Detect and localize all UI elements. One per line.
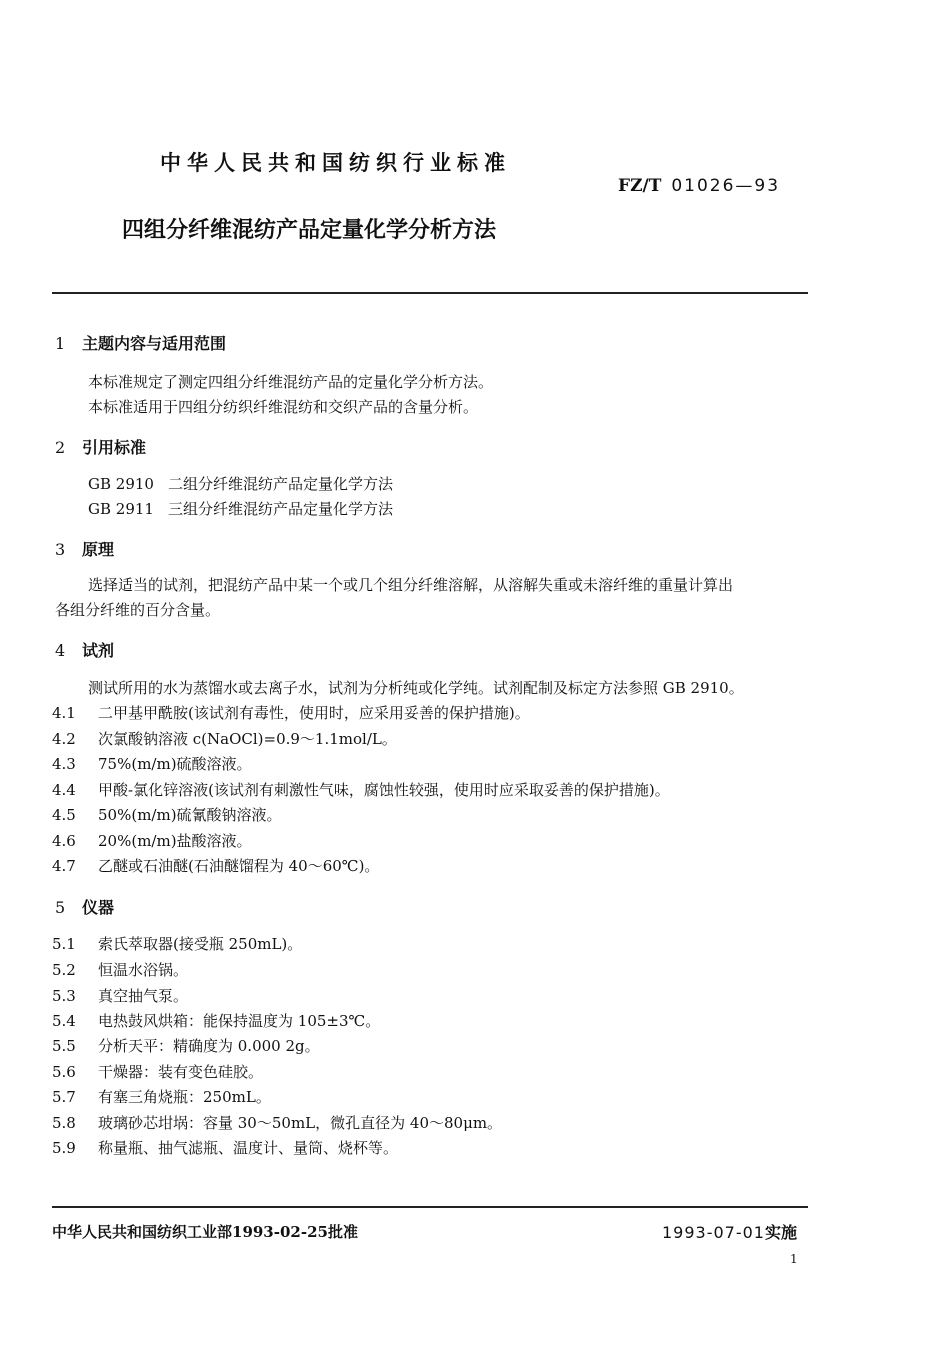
item-number: 4.6	[52, 832, 76, 850]
item-number: 5.8	[52, 1114, 76, 1132]
item-text: 二甲基甲酰胺(该试剂有毒性，使用时，应采用妥善的保护措施)。	[98, 704, 530, 722]
item-text: 甲酸-氯化锌溶液(该试剂有刺激性气味，腐蚀性较强，使用时应采取妥善的保护措施)。	[98, 781, 670, 799]
section-3-paragraph: 选择适当的试剂，把混纺产品中某一个或几个组分纤维溶解，从溶解失重或未溶纤维的重量计算出	[88, 576, 734, 594]
reference-code: GB 2910	[88, 475, 154, 493]
apparatus-item	[52, 1035, 320, 1056]
reagent-item	[52, 830, 252, 851]
section-4-title: 试剂	[82, 641, 115, 660]
document-title: 四组分纤维混纺产品定量化学分析方法	[122, 217, 497, 243]
item-text: 50%(m/m)硫氰酸钠溶液。	[98, 806, 282, 824]
standard-code	[618, 176, 780, 196]
section-3-paragraph: 各组分纤维的百分含量。	[55, 601, 221, 619]
header-divider	[52, 292, 808, 294]
item-text: 电热鼓风烘箱：能保持温度为 105±3℃。	[98, 1012, 381, 1030]
apparatus-item	[52, 1086, 271, 1107]
item-number: 5.7	[52, 1088, 76, 1106]
standard-code-number: 01026—93	[671, 176, 781, 196]
section-4-heading	[55, 638, 114, 661]
section-2-heading	[55, 435, 146, 458]
section-3-title: 原理	[82, 540, 115, 559]
approval-statement: 中华人民共和国纺织工业部1993-02-25批准	[52, 1223, 358, 1241]
item-text: 次氯酸钠溶液 c(NaOCl)=0.9～1.1mol/L。	[98, 730, 397, 748]
apparatus-item	[52, 1112, 502, 1133]
issuing-organization: 中华人民共和国纺织行业标准	[160, 150, 511, 175]
reference-code: GB 2911	[88, 500, 154, 518]
reference-item	[88, 473, 393, 494]
effective-label: 实施	[764, 1223, 797, 1242]
reference-name: 二组分纤维混纺产品定量化学方法	[168, 475, 394, 493]
section-4-intro: 测试所用的水为蒸馏水或去离子水，试剂为分析纯或化学纯。试剂配制及标定方法参照 GB 2910。	[88, 679, 744, 697]
reagent-item	[52, 702, 530, 723]
item-number: 5.4	[52, 1012, 76, 1030]
apparatus-item	[52, 933, 302, 954]
item-number: 5.5	[52, 1037, 76, 1055]
item-text: 索氏萃取器(接受瓶 250mL)。	[98, 935, 303, 953]
item-number: 4.2	[52, 730, 76, 748]
standard-code-prefix: FZ/T	[618, 176, 662, 196]
item-text: 有塞三角烧瓶：250mL。	[98, 1088, 271, 1106]
footer-divider	[52, 1206, 808, 1208]
item-number: 5.9	[52, 1139, 76, 1157]
item-text: 20%(m/m)盐酸溶液。	[98, 832, 252, 850]
effective-date: 1993-07-01	[662, 1223, 765, 1242]
section-5-number: 5	[55, 898, 66, 917]
apparatus-item	[52, 1061, 263, 1082]
item-text: 真空抽气泵。	[98, 987, 189, 1005]
item-number: 4.7	[52, 857, 76, 875]
section-2-title: 引用标准	[82, 438, 147, 457]
item-text: 乙醚或石油醚(石油醚馏程为 40～60℃)。	[98, 857, 380, 875]
reagent-item	[52, 753, 252, 774]
apparatus-item	[52, 1137, 398, 1158]
item-number: 4.4	[52, 781, 76, 799]
apparatus-item	[52, 959, 188, 980]
reagent-item	[52, 728, 397, 749]
effective-statement	[662, 1220, 797, 1243]
item-text: 分析天平：精确度为 0.000 2g。	[98, 1037, 320, 1055]
apparatus-item	[52, 1010, 380, 1031]
reference-item	[88, 498, 393, 519]
item-text: 恒温水浴锅。	[98, 961, 189, 979]
apparatus-item	[52, 985, 188, 1006]
reference-name: 三组分纤维混纺产品定量化学方法	[168, 500, 394, 518]
item-number: 4.1	[52, 704, 76, 722]
section-1-number: 1	[55, 334, 66, 353]
section-2-number: 2	[55, 438, 66, 457]
section-3-heading	[55, 537, 114, 560]
item-text: 玻璃砂芯坩埚：容量 30～50mL，微孔直径为 40～80μm。	[98, 1114, 503, 1132]
reagent-item	[52, 779, 670, 800]
item-number: 5.6	[52, 1063, 76, 1081]
item-text: 75%(m/m)硫酸溶液。	[98, 755, 252, 773]
item-number: 4.5	[52, 806, 76, 824]
section-1-paragraph: 本标准规定了测定四组分纤维混纺产品的定量化学分析方法。	[88, 373, 494, 391]
item-number: 5.3	[52, 987, 76, 1005]
item-text: 干燥器：装有变色硅胶。	[98, 1063, 264, 1081]
section-4-number: 4	[55, 641, 66, 660]
section-5-heading	[55, 895, 114, 918]
item-text: 称量瓶、抽气滤瓶、温度计、量筒、烧杯等。	[98, 1139, 399, 1157]
reagent-item	[52, 855, 379, 876]
section-1-title: 主题内容与适用范围	[82, 334, 227, 353]
section-1-heading	[55, 331, 226, 354]
reagent-item	[52, 804, 282, 825]
section-1-paragraph: 本标准适用于四组分纺织纤维混纺和交织产品的含量分析。	[88, 398, 479, 416]
section-5-title: 仪器	[82, 898, 115, 917]
item-number: 4.3	[52, 755, 76, 773]
item-number: 5.2	[52, 961, 76, 979]
item-number: 5.1	[52, 935, 76, 953]
section-3-number: 3	[55, 540, 66, 559]
page-number: 1	[790, 1252, 798, 1266]
